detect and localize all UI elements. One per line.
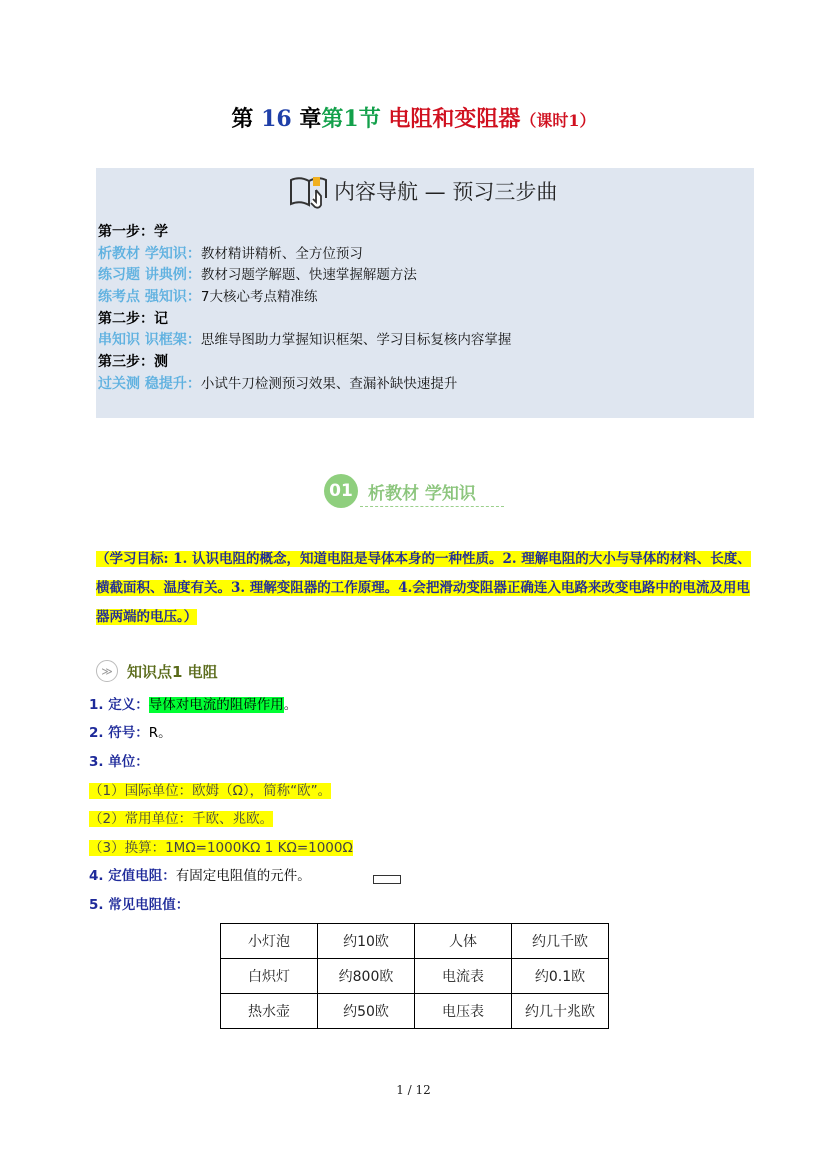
table-cell: 白炽灯 [221, 959, 318, 994]
table-cell: 约800欧 [318, 959, 415, 994]
nav-item-label: 串知识 识框架： [98, 332, 201, 349]
nav-title: 内容导航 — 预习三步曲 [334, 180, 558, 204]
nav-step: 第一步：学 [98, 224, 168, 240]
nav-item-label: 练考点 强知识： [98, 289, 201, 306]
section-badge [324, 474, 504, 510]
nav-item-desc: 教材习题学解题、快速掌握解题方法 [200, 267, 417, 284]
nav-header [288, 172, 557, 210]
definition-highlight: 导体对电流的阻碍作用 [148, 697, 284, 713]
title-section: 第1节 [321, 106, 381, 132]
unit-conversion: （3）换算：1MΩ=1000KΩ 1 KΩ=1000Ω [89, 840, 353, 856]
unit-common: （2）常用单位：千欧、兆欧。 [89, 811, 274, 827]
symbol-text: R。 [148, 725, 172, 741]
table-row [221, 959, 609, 994]
unit-sub-item [89, 780, 331, 802]
knowledge-point-title: 知识点1 电阻 [127, 662, 218, 681]
nav-item [98, 287, 511, 309]
table-cell: 约0.1欧 [512, 959, 609, 994]
fixed-resistor-item [89, 865, 311, 887]
table-cell: 人体 [415, 924, 512, 959]
unit-sub-item [89, 837, 353, 859]
page-number: 1 / 12 [396, 1083, 431, 1097]
nav-item-label: 过关测 稳提升： [98, 375, 201, 392]
section-divider [360, 506, 504, 507]
unit-sub-item [89, 808, 273, 830]
book-pointer-icon [288, 172, 334, 210]
table-row [221, 924, 609, 959]
table-row [221, 994, 609, 1029]
nav-lines [98, 222, 511, 396]
table-cell: 电流表 [415, 959, 512, 994]
nav-item-label: 析教材 学知识： [98, 245, 201, 262]
section-label: 析教材 学知识 [368, 484, 476, 504]
table-cell: 电压表 [415, 994, 512, 1029]
nav-item-desc: 小试牛刀检测预习效果、查漏补缺快速提升 [200, 375, 458, 392]
page-title [0, 102, 827, 133]
resistance-table [220, 923, 609, 1029]
title-part: 第 [231, 106, 254, 132]
title-part: 章 [299, 106, 322, 132]
symbol-item [89, 722, 172, 744]
unit-item [89, 751, 149, 773]
nav-step: 第二步：记 [98, 310, 168, 327]
nav-item-desc: 思维导图助力掌握知识框架、学习目标复核内容掌握 [200, 332, 512, 349]
nav-item [98, 374, 511, 396]
learning-goals [96, 545, 756, 632]
title-topic: 电阻和变阻器 [388, 106, 521, 132]
nav-item-desc: 教材精讲精析、全方位预习 [200, 245, 363, 262]
item-number: 4. 定值电阻： [89, 868, 176, 884]
table-cell: 约几十兆欧 [512, 994, 609, 1029]
item-number: 5. 常见电阻值： [89, 897, 190, 913]
table-cell: 约几千欧 [512, 924, 609, 959]
item-number: 1. 定义： [89, 697, 149, 713]
table-cell: 约50欧 [318, 994, 415, 1029]
item-number: 3. 单位： [89, 754, 149, 770]
learning-goals-text: （学习目标: 1. 认识电阻的概念，知道电阻是导体本身的一种性质。2. 理解电阻的大小与导体的材料、长度、横截面积、温度有关。3. 理解变阻器的工作原理。4.会把滑动变阻器正确连入电路来改变电路中的电流及用电器两端的电压。） [96, 551, 751, 625]
resistor-symbol [373, 875, 401, 884]
nav-item [98, 244, 511, 266]
unit-international: （1）国际单位：欧姆（Ω），简称“欧”。 [89, 783, 332, 799]
table-cell: 热水壶 [221, 994, 318, 1029]
item-number: 2. 符号： [89, 725, 149, 741]
nav-item [98, 330, 511, 352]
title-lesson: （课时1） [520, 111, 596, 130]
title-chapter-number: 16 [261, 106, 292, 132]
nav-item-desc: 7大核心考点精准练 [200, 289, 318, 306]
table-cell: 约10欧 [318, 924, 415, 959]
table-cell: 小灯泡 [221, 924, 318, 959]
knowledge-point-header [96, 659, 218, 683]
section-number: 01 [324, 474, 358, 508]
nav-item-label: 练习题 讲典例： [98, 267, 201, 284]
nav-item [98, 265, 511, 287]
definition-item: 1. 定义：导体对电流的阻碍作用。 [89, 697, 298, 713]
double-chevron-icon: ≫ [96, 660, 118, 682]
content-navigation-box [96, 168, 754, 418]
common-values-item [89, 894, 189, 916]
nav-step: 第三步：测 [98, 354, 168, 371]
fixed-resistor-text: 有固定电阻值的元件。 [175, 868, 311, 884]
